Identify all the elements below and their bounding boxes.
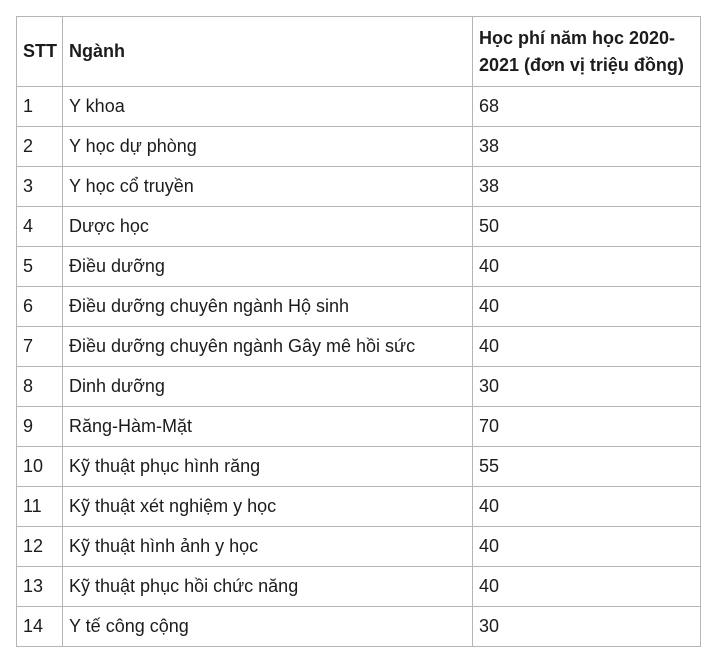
table-row xyxy=(17,407,701,447)
row-major-cell: Y khoa xyxy=(63,87,473,127)
row-stt-cell: 13 xyxy=(17,567,63,607)
row-major-cell: Kỹ thuật phục hồi chức năng xyxy=(63,567,473,607)
row-major-cell: Điều dưỡng chuyên ngành Gây mê hồi sức xyxy=(63,327,473,367)
row-major-cell: Răng-Hàm-Mặt xyxy=(63,407,473,447)
row-major-cell: Kỹ thuật xét nghiệm y học xyxy=(63,487,473,527)
table-row xyxy=(17,447,701,487)
tuition-table-container xyxy=(16,16,700,647)
row-fee-cell: 40 xyxy=(473,287,701,327)
row-major-cell: Dược học xyxy=(63,207,473,247)
table-row xyxy=(17,167,701,207)
row-stt-cell: 4 xyxy=(17,207,63,247)
table-header xyxy=(17,17,701,87)
table-row xyxy=(17,287,701,327)
table-row xyxy=(17,127,701,167)
tuition-table xyxy=(16,16,701,647)
row-major-cell: Y học dự phòng xyxy=(63,127,473,167)
row-fee-cell: 50 xyxy=(473,207,701,247)
row-stt-cell: 7 xyxy=(17,327,63,367)
table-row xyxy=(17,527,701,567)
row-stt-cell: 9 xyxy=(17,407,63,447)
row-fee-cell: 40 xyxy=(473,487,701,527)
row-stt-cell: 8 xyxy=(17,367,63,407)
row-stt-cell: 14 xyxy=(17,607,63,647)
table-row xyxy=(17,367,701,407)
row-major-cell: Y học cổ truyền xyxy=(63,167,473,207)
row-fee-cell: 70 xyxy=(473,407,701,447)
table-row xyxy=(17,207,701,247)
row-fee-cell: 68 xyxy=(473,87,701,127)
row-stt-cell: 11 xyxy=(17,487,63,527)
row-stt-cell: 2 xyxy=(17,127,63,167)
row-fee-cell: 55 xyxy=(473,447,701,487)
header-row xyxy=(17,17,701,87)
row-stt-cell: 10 xyxy=(17,447,63,487)
row-stt-cell: 3 xyxy=(17,167,63,207)
row-major-cell: Điều dưỡng xyxy=(63,247,473,287)
row-fee-cell: 30 xyxy=(473,367,701,407)
table-row xyxy=(17,327,701,367)
row-fee-cell: 30 xyxy=(473,607,701,647)
row-fee-cell: 40 xyxy=(473,527,701,567)
row-major-cell: Kỹ thuật hình ảnh y học xyxy=(63,527,473,567)
table-row xyxy=(17,247,701,287)
row-fee-cell: 40 xyxy=(473,327,701,367)
row-stt-cell: 5 xyxy=(17,247,63,287)
row-major-cell: Dinh dưỡng xyxy=(63,367,473,407)
row-fee-cell: 38 xyxy=(473,167,701,207)
header-major: Ngành xyxy=(63,17,473,87)
header-fee: Học phí năm học 2020-2021 (đơn vị triệu đồng) xyxy=(473,17,701,87)
table-row xyxy=(17,567,701,607)
table-row xyxy=(17,487,701,527)
row-major-cell: Y tế công cộng xyxy=(63,607,473,647)
row-stt-cell: 6 xyxy=(17,287,63,327)
row-stt-cell: 1 xyxy=(17,87,63,127)
table-body xyxy=(17,87,701,647)
row-major-cell: Điều dưỡng chuyên ngành Hộ sinh xyxy=(63,287,473,327)
row-major-cell: Kỹ thuật phục hình răng xyxy=(63,447,473,487)
table-row xyxy=(17,607,701,647)
row-fee-cell: 40 xyxy=(473,567,701,607)
row-fee-cell: 40 xyxy=(473,247,701,287)
row-stt-cell: 12 xyxy=(17,527,63,567)
table-row xyxy=(17,87,701,127)
header-stt: STT xyxy=(17,17,63,87)
row-fee-cell: 38 xyxy=(473,127,701,167)
